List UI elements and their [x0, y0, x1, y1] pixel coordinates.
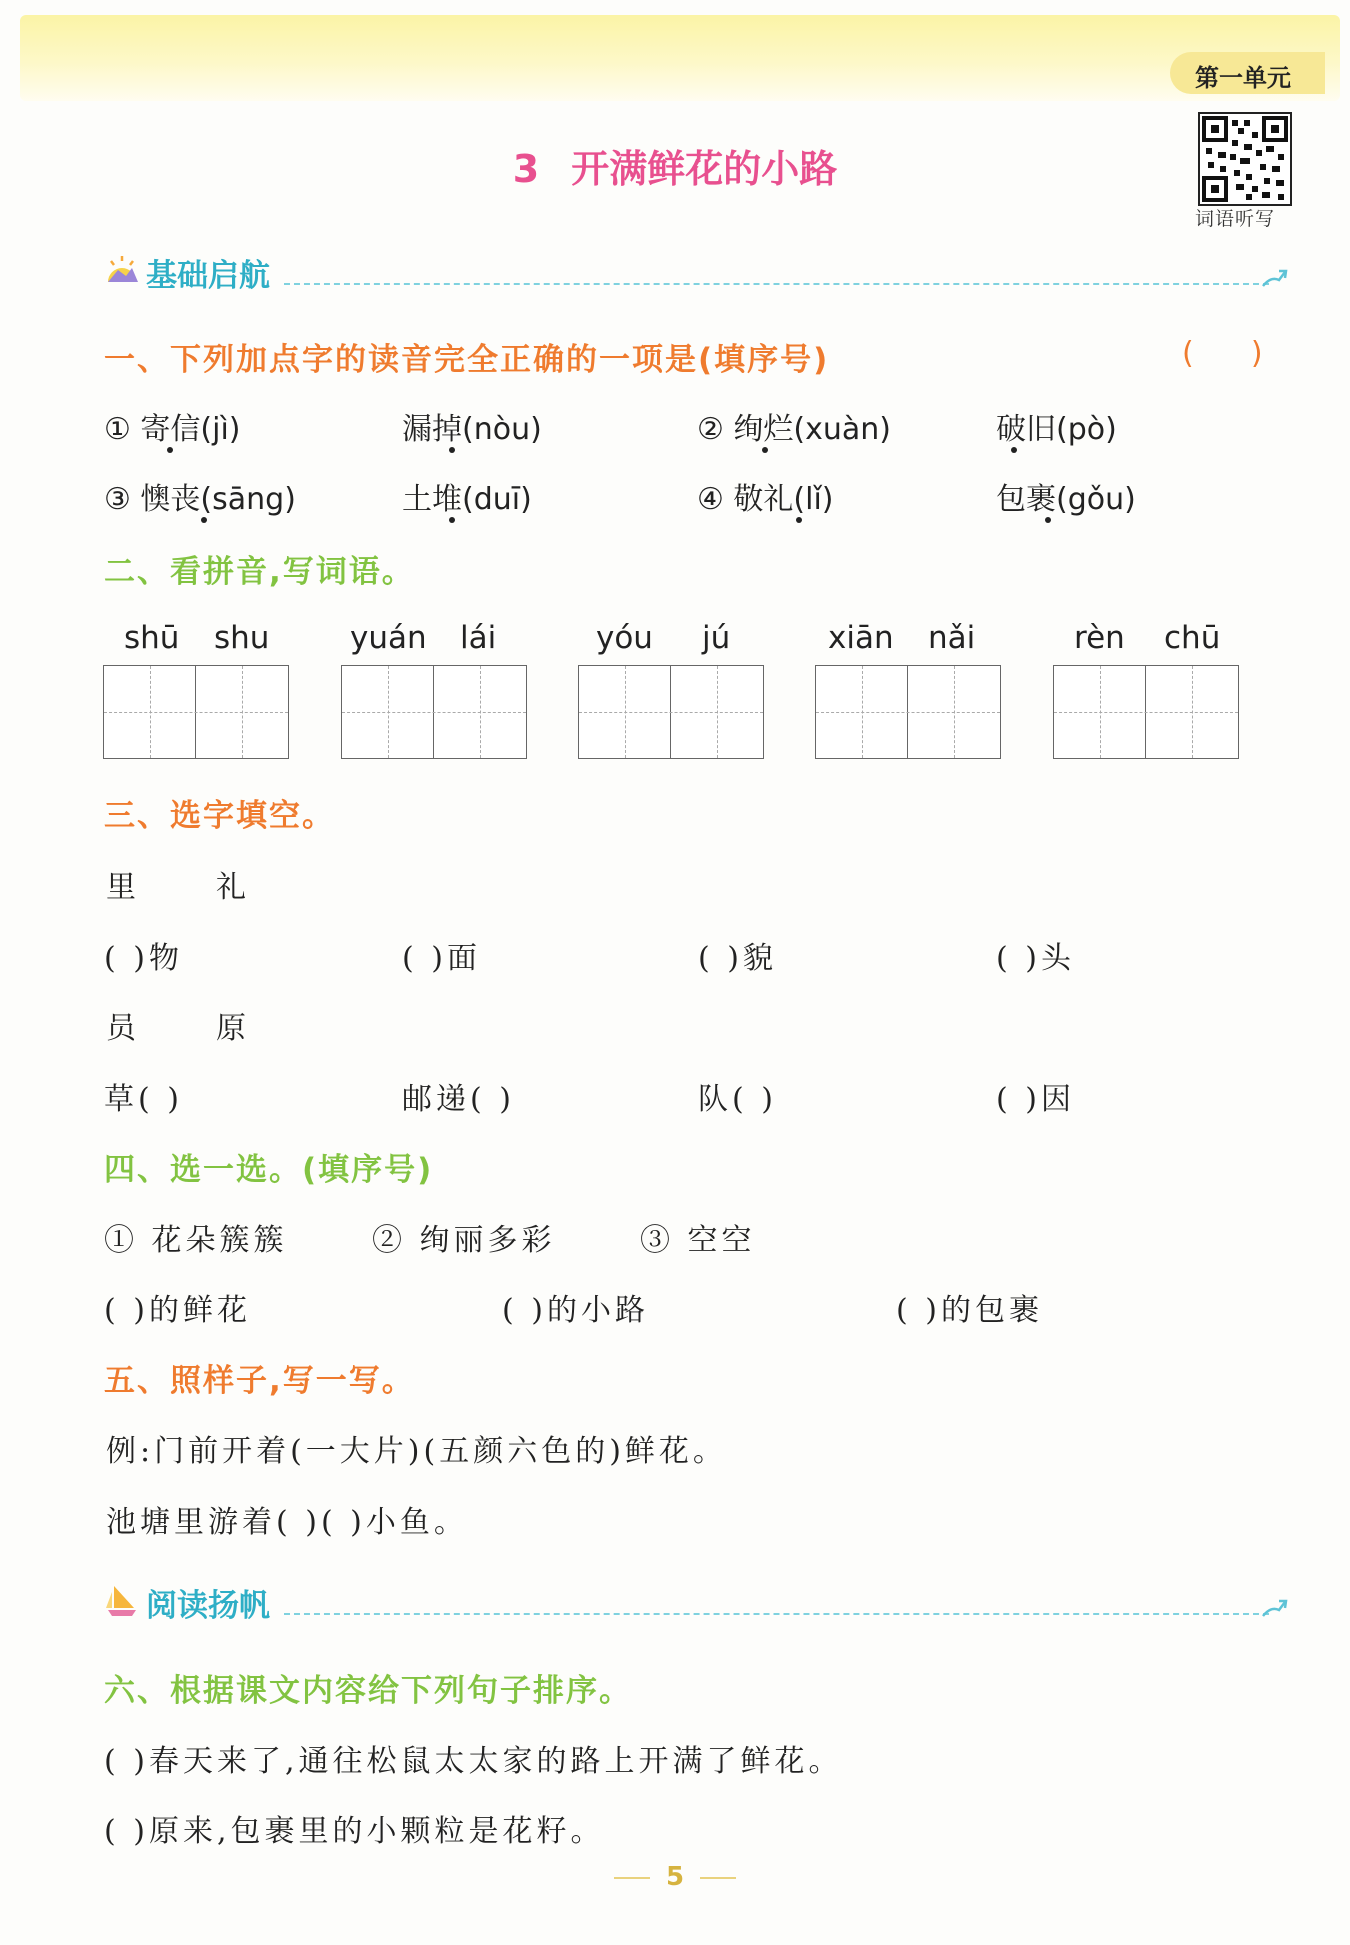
- fill-blank[interactable]: ( )的包裹: [896, 1293, 1043, 1328]
- lesson-number: 3: [512, 147, 540, 191]
- option-item: ① 花朵簇簇: [104, 1223, 288, 1258]
- fill-blank[interactable]: ( )头: [996, 941, 1075, 976]
- fill-blank[interactable]: ( )的鲜花: [104, 1293, 251, 1328]
- q1-option: ① 寄信(jì): [104, 412, 241, 447]
- fill-blank[interactable]: 队( ): [698, 1082, 777, 1117]
- fill-blank[interactable]: 草( ): [104, 1082, 183, 1117]
- wave-arrow-icon: [1261, 1596, 1289, 1620]
- unit-tag: [1170, 52, 1325, 94]
- pinyin-label: nǎi: [928, 620, 976, 656]
- q1-option: 破旧(pò): [996, 412, 1117, 447]
- sunrise-icon: [104, 252, 140, 288]
- pinyin-label: xiān: [828, 620, 894, 656]
- lesson-name: 开满鲜花的小路: [571, 147, 838, 191]
- wave-arrow-icon: [1261, 266, 1289, 290]
- section-reading-label: 阅读扬帆: [146, 1588, 270, 1624]
- qr-caption: 词语听写: [1195, 208, 1276, 230]
- section-divider: [284, 283, 1269, 285]
- section-divider: [284, 1613, 1269, 1615]
- q1-option: ④ 敬礼(lǐ): [697, 482, 834, 517]
- fill-blank[interactable]: 邮递( ): [402, 1082, 515, 1117]
- pinyin-label: lái: [460, 620, 497, 656]
- char-choice: 礼: [216, 870, 250, 905]
- char-choice: 里: [106, 870, 140, 905]
- pinyin-label: jú: [702, 620, 731, 656]
- emphasis-dot: [762, 447, 768, 453]
- pinyin-label: chū: [1164, 620, 1221, 656]
- q1-option: ③ 懊丧(sāng): [104, 482, 296, 517]
- pinyin-label: yuán: [350, 620, 427, 656]
- char-choice: 员: [106, 1011, 140, 1046]
- question-4-title: 四、选一选。(填序号): [104, 1152, 434, 1188]
- ordering-sentence[interactable]: ( )原来,包裹里的小颗粒是花籽。: [104, 1814, 605, 1849]
- option-item: ② 绚丽多彩: [372, 1223, 556, 1258]
- emphasis-dot: [449, 447, 455, 453]
- section-basics-label: 基础启航: [146, 258, 270, 294]
- emphasis-dot: [449, 517, 455, 523]
- char-choice: 原: [216, 1011, 250, 1046]
- emphasis-dot: [1045, 517, 1051, 523]
- fill-blank[interactable]: ( )因: [996, 1082, 1075, 1117]
- fill-blank[interactable]: ( )面: [402, 941, 481, 976]
- exercise-sentence[interactable]: 池塘里游着( )( )小鱼。: [106, 1505, 468, 1540]
- writing-grid[interactable]: [815, 665, 1001, 759]
- question-1-title: 一、下列加点字的读音完全正确的一项是(填序号): [104, 342, 830, 378]
- sailboat-icon: [104, 1582, 140, 1618]
- emphasis-dot: [167, 447, 173, 453]
- pinyin-label: shū: [124, 620, 180, 656]
- q1-option: ② 绚烂(xuàn): [697, 412, 892, 447]
- qr-code-icon[interactable]: [1198, 112, 1292, 206]
- fill-blank[interactable]: ( )物: [104, 941, 183, 976]
- writing-grid[interactable]: [578, 665, 764, 759]
- fill-blank[interactable]: ( )貌: [698, 941, 777, 976]
- question-3-title: 三、选字填空。: [104, 798, 335, 834]
- question-2-title: 二、看拼音,写词语。: [104, 554, 415, 590]
- fill-blank[interactable]: ( )的小路: [502, 1293, 649, 1328]
- page-number-value: 5: [665, 1862, 685, 1892]
- pinyin-label: rèn: [1074, 620, 1125, 656]
- question-5-title: 五、照样子,写一写。: [104, 1363, 415, 1399]
- emphasis-dot: [201, 517, 207, 523]
- emphasis-dot: [1011, 447, 1017, 453]
- section-reading-header: [104, 1580, 1289, 1624]
- ordering-sentence[interactable]: ( )春天来了,通往松鼠太太家的路上开满了鲜花。: [104, 1744, 843, 1779]
- unit-label: 第一单元: [1195, 64, 1291, 92]
- page-number: [0, 1862, 1350, 1892]
- lesson-title: [0, 138, 1350, 193]
- writing-grid[interactable]: [341, 665, 527, 759]
- section-basics-header: [104, 250, 1289, 294]
- writing-grid[interactable]: [1053, 665, 1239, 759]
- pinyin-label: shu: [214, 620, 270, 656]
- question-6-title: 六、根据课文内容给下列句子排序。: [104, 1673, 632, 1709]
- q1-option: 漏掉(nòu): [402, 412, 542, 447]
- example-sentence: 例:门前开着(一大片)(五颜六色的)鲜花。: [106, 1434, 727, 1469]
- emphasis-dot: [796, 517, 802, 523]
- answer-blank[interactable]: ( ): [1182, 336, 1263, 371]
- q1-option: 土堆(duī): [402, 482, 532, 517]
- pinyin-label: yóu: [596, 620, 653, 656]
- header-band: [20, 15, 1340, 101]
- writing-grid[interactable]: [103, 665, 289, 759]
- q1-option: 包裹(gǒu): [996, 482, 1136, 517]
- option-item: ③ 空空: [640, 1223, 756, 1258]
